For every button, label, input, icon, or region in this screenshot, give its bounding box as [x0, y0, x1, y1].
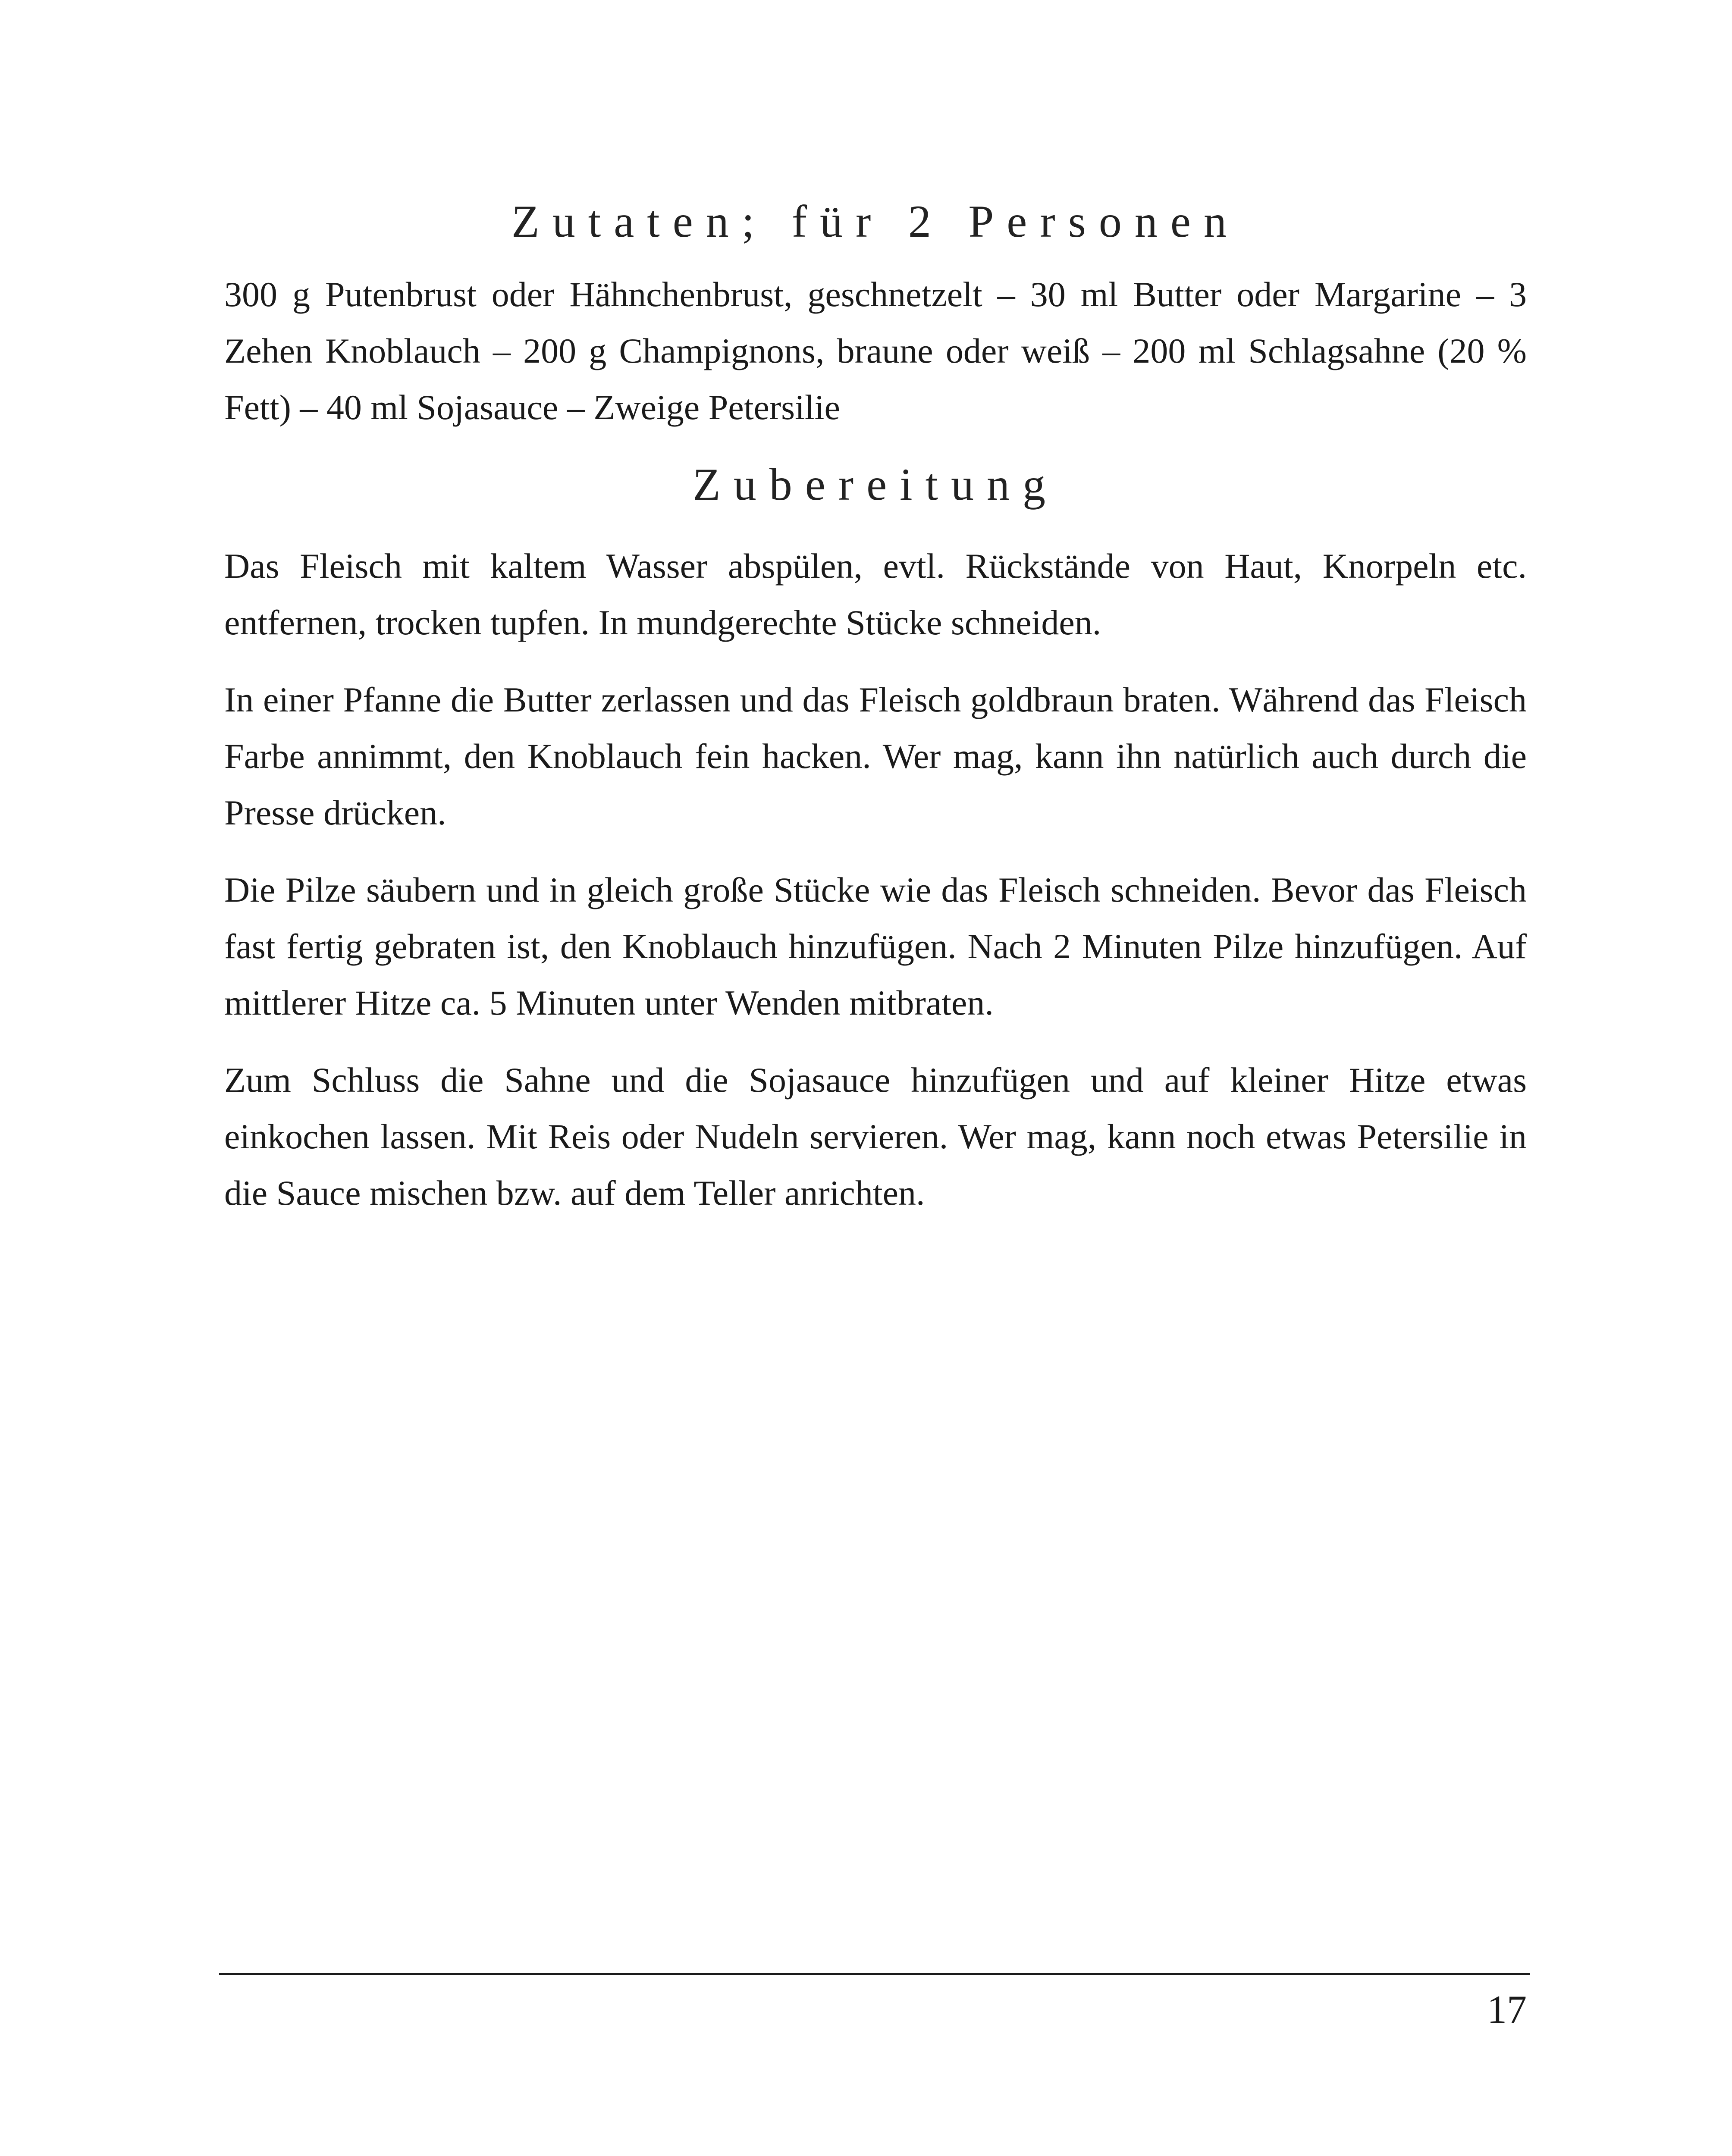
preparation-step: Die Pilze säubern und in gleich große Stücke wie das Fleisch schneiden. Bevor das Fleisch fast fertig gebraten ist, den Knoblauch hinzufügen. Nach 2 Minuten Pilze hinzufügen. Auf mittlerer Hitze ca. 5 Minuten unter Wenden mitbraten.: [224, 870, 1527, 1023]
page-content: [224, 194, 1527, 1242]
ingredients-list: 300 g Putenbrust oder Hähnchenbrust, geschnetzelt – 30 ml Butter oder Margarine – 3 Zehen Knoblauch – 200 g Champignons, braune oder weiß – 200 ml Schlagsahne (20 % Fett) – 40 ml Sojasauce – Zweige Petersilie: [224, 275, 1527, 427]
page-number: 17: [1487, 1987, 1527, 2031]
footer-divider: [219, 1973, 1530, 1975]
ingredients-heading: Zutaten; für 2 Personen: [511, 196, 1239, 247]
preparation-heading: Zubereitung: [692, 459, 1059, 510]
preparation-step: Zum Schluss die Sahne und die Sojasauce hinzufügen und auf kleiner Hitze etwas einkochen lassen. Mit Reis oder Nudeln servieren. Wer mag, kann noch etwas Petersilie in die Sauce mischen bzw. auf dem Teller anrichten.: [224, 1060, 1527, 1213]
preparation-step: In einer Pfanne die Butter zerlassen und das Fleisch goldbraun braten. Während das Fleisch Farbe annimmt, den Knoblauch fein hacken. Wer mag, kann ihn natürlich auch durch die Presse drücken.: [224, 680, 1527, 833]
preparation-step: Das Fleisch mit kaltem Wasser abspülen, evtl. Rückstände von Haut, Knorpeln etc. entfernen, trocken tupfen. In mundgerechte Stücke schneiden.: [224, 546, 1527, 642]
